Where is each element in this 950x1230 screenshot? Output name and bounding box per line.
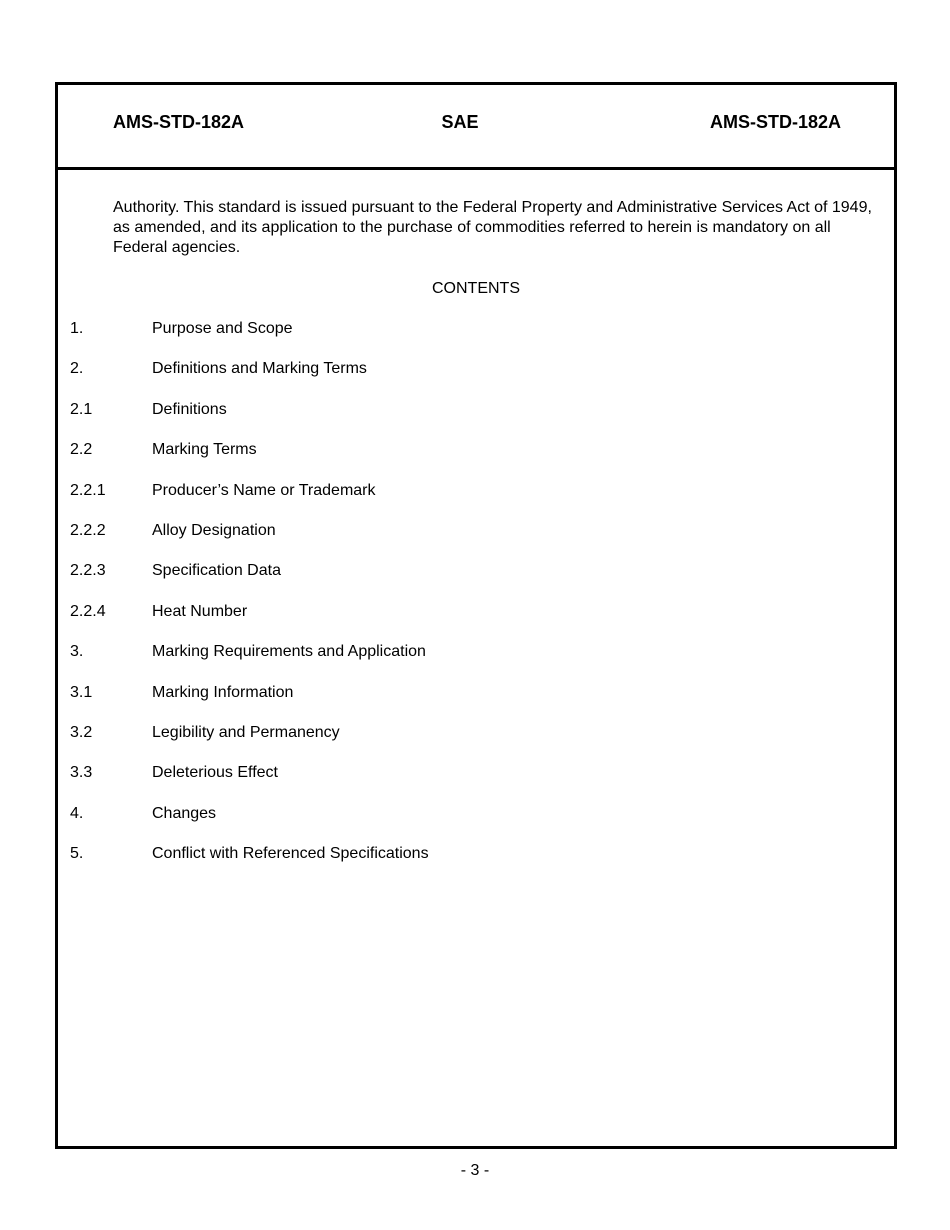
toc-entry-title: Producer’s Name or Trademark <box>152 481 376 499</box>
toc-entry-title: Conflict with Referenced Specifications <box>152 845 429 863</box>
toc-entry-title: Purpose and Scope <box>152 320 293 337</box>
toc-entry-title: Legibility and Permanency <box>152 723 340 741</box>
toc-entry-number: 1. <box>70 320 84 337</box>
toc-entry-number: 2.2.4 <box>70 602 106 620</box>
toc-entry-number: 2.1 <box>70 400 93 418</box>
toc-entry-number: 5. <box>70 845 84 863</box>
header-doc-id-left: AMS-STD-182A <box>113 112 245 132</box>
header-organization: SAE <box>441 112 479 132</box>
toc-entry-number: 2.2.3 <box>70 562 106 580</box>
page-frame <box>55 82 897 1149</box>
toc-entry-number: 2. <box>70 360 84 378</box>
toc-entry-title: Changes <box>152 804 217 822</box>
toc-entry-title: Heat Number <box>152 602 248 620</box>
toc-entry-title: Marking Terms <box>152 441 257 459</box>
toc-entry-title: Marking Requirements and Application <box>152 643 426 661</box>
toc-entry-title: Alloy Designation <box>152 521 276 539</box>
contents-heading: CONTENTS <box>432 280 520 297</box>
authority-paragraph: Authority. This standard is issued pursuant to the Federal Property and Administrative Services Act of 1949, as amended, and its application to the purchase of commodities referred to herein is mandatory on all Federal agencies. <box>113 199 872 256</box>
toc-entry-number: 2.2.1 <box>70 481 106 499</box>
toc-entry-number: 3.2 <box>70 723 93 741</box>
toc-entry-number: 3. <box>70 643 84 661</box>
toc-entry-number: 4. <box>70 804 84 822</box>
toc-entry-title: Marking Information <box>152 683 294 701</box>
toc-entry-title: Definitions <box>152 400 227 418</box>
toc-entry-title: Specification Data <box>152 562 281 580</box>
toc-entry-number: 3.3 <box>70 764 93 782</box>
header-doc-id-right: AMS-STD-182A <box>709 112 841 132</box>
page-number: - 3 - <box>460 1162 490 1179</box>
toc-entry-title: Deleterious Effect <box>152 764 278 782</box>
document-header <box>58 85 894 170</box>
toc-entry-number: 2.2 <box>70 441 93 459</box>
toc-entry-title: Definitions and Marking Terms <box>152 360 367 378</box>
toc-entry-number: 3.1 <box>70 683 93 701</box>
toc-entry-number: 2.2.2 <box>70 521 106 539</box>
